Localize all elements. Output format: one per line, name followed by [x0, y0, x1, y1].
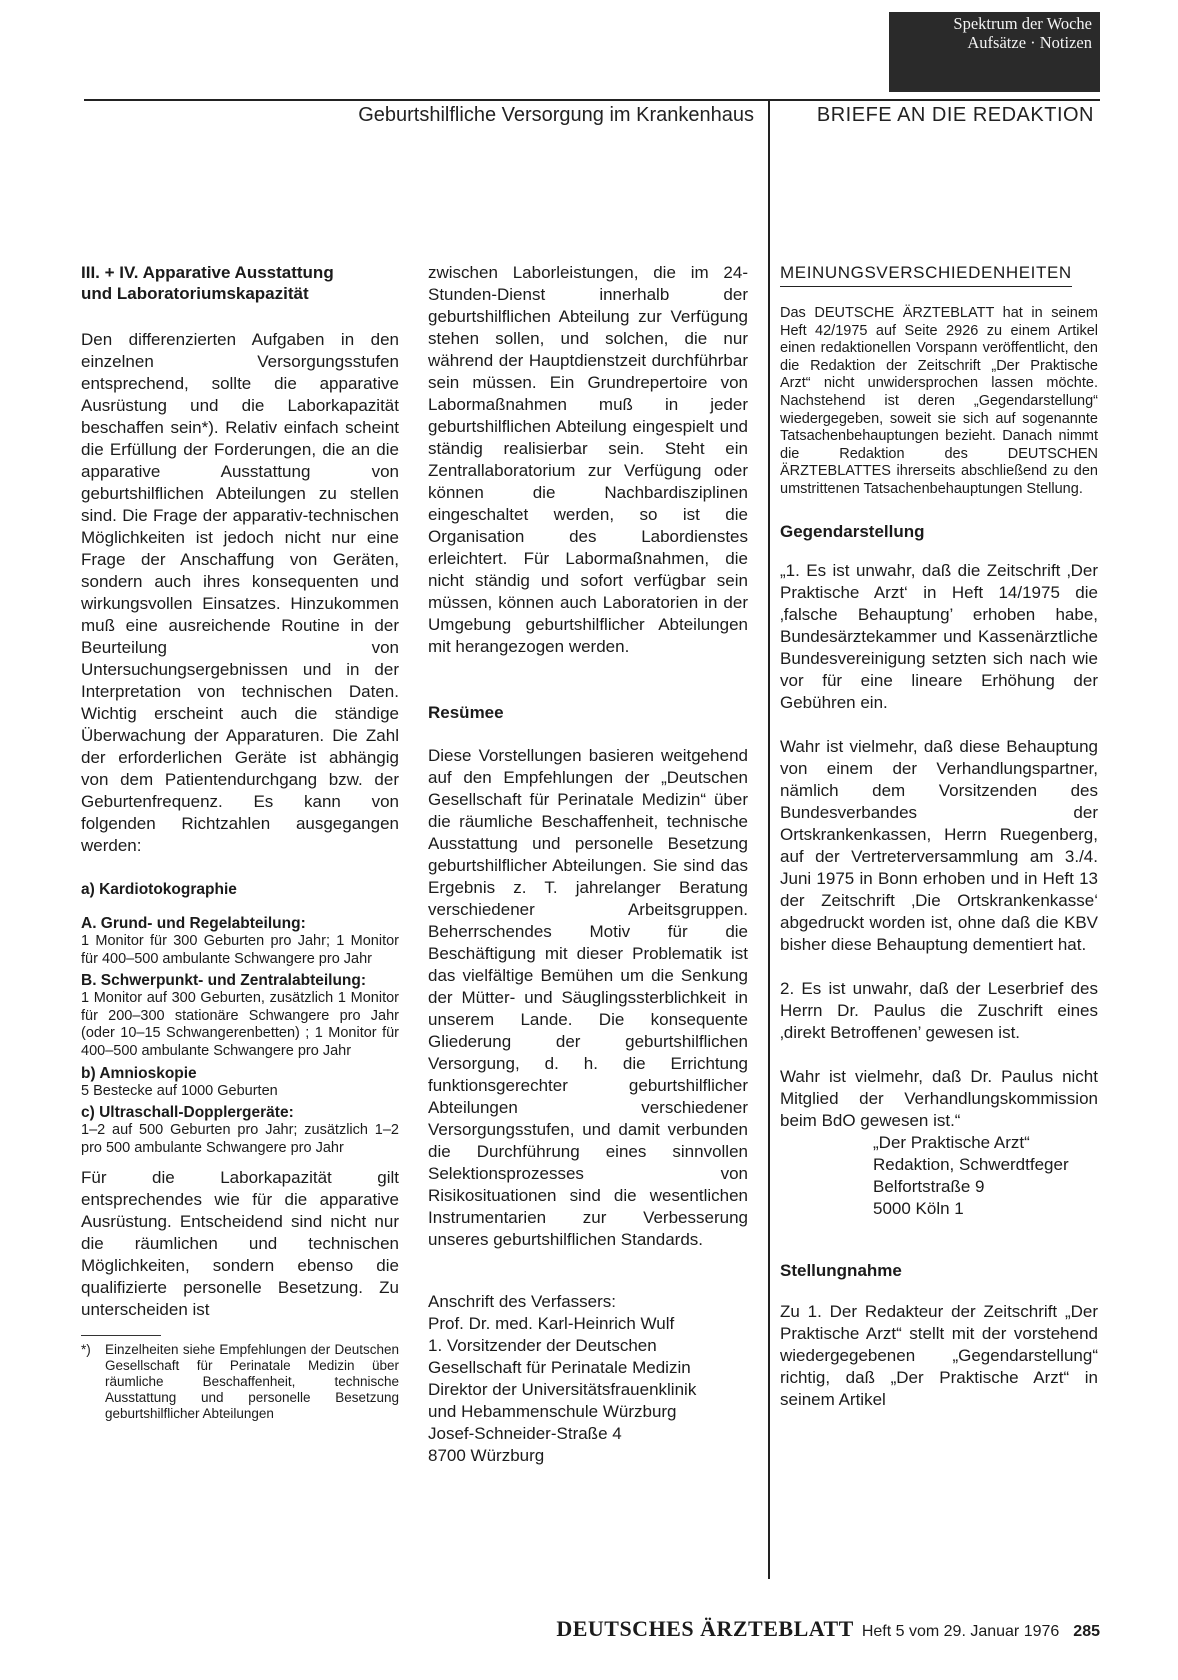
gegendarstellung-reply-2: Wahr ist vielmehr, daß Dr. Paulus nicht Mitglied der Verhandlungskommission beim BdO gewesen ist.“	[780, 1066, 1098, 1130]
footer-masthead: DEUTSCHES ÄRZTEBLATT	[556, 1616, 854, 1641]
address-line: und Hebammenschule Würzburg	[428, 1402, 677, 1421]
gegendarstellung-point-1: „1. Es ist unwahr, daß die Zeitschrift ‚Der Praktische Arzt‘ in Heft 14/1975 die ‚falsche Behauptung’ erhoben habe, Bundesärztekammer und Kassenärztliche Bundesvereinigung setzten sich nach wie vor für eine lineare Erhöhung der Gebühren ein.	[780, 560, 1098, 712]
section-heading-line-2: und Laboratoriumskapazität	[81, 284, 309, 303]
column-2	[428, 262, 748, 1467]
column-1	[81, 262, 399, 1422]
address-line: Direktor der Universitätsfrauenklinik	[428, 1380, 697, 1399]
closing-paragraph: Für die Laborkapazität gilt entsprechendes wie für die apparative Ausrüstung. Entscheidend sind nicht nur die räumlichen und technischen Möglichkeiten, sondern ebenso die qualifizierte personelle Besetzung. Zu unterscheiden ist	[81, 1168, 399, 1320]
address-line: Prof. Dr. med. Karl-Heinrich Wulf	[428, 1314, 675, 1333]
editorial-intro: Das DEUTSCHE ÄRZTEBLATT hat in seinem Heft 42/1975 auf Seite 2926 zu einem Artikel einen redaktionellen Vorspann veröffentlicht, den die Redaktion der Zeitschrift „Der Praktische Arzt“ nicht unwidersprochen lassen möchte. Nachstehend ist deren „Gegendarstellung“ wiedergegeben, soweit sie sich auf sogenannte Tatsachenbehauptungen bezieht. Danach nimmt die Redaktion des DEUTSCHEN ÄRZTEBLATTES ihrerseits abschließend zu den umstrittenen Tatsachenbehauptungen Stellung.	[780, 305, 1098, 497]
page-footer	[84, 1616, 1100, 1642]
footnote-rule	[81, 1335, 161, 1336]
text-ultraschall: 1–2 auf 500 Geburten pro Jahr; zusätzlich 1–2 pro 500 ambulante Schwangere pro Jahr	[81, 1122, 399, 1156]
continued-paragraph: zwischen Laborleistungen, die im 24-Stunden-Dienst innerhalb der geburtshilflichen Abteilung zur Verfügung stehen sollen, und solchen, die nur während der Hauptdienstzeit durchführbar sein müssen. Ein Grundrepertoire von Labormaßnahmen muß in jeder geburtshilflichen Abteilung eingespielt und ständig realisierbar sein. Steht ein Zentrallaboratorium zur Verfügung oder können die Nachbardisziplinen eingeschaltet werden, so ist die Organisation des Labordienstes erleichtert. Für Labormaßnahmen, die nicht ständig und sofort verfügbar sein müssen, können auch Laboratorien in der Umgebung geburtshilflicher Abteilungen mit herangezogen werden.	[428, 263, 748, 656]
section-running-title: BRIEFE AN DIE REDAKTION	[816, 104, 1094, 126]
signature-line: „Der Praktische Arzt“	[873, 1132, 1030, 1152]
kicker-title: MEINUNGSVERSCHIEDENHEITEN	[780, 262, 1072, 287]
text-schwerpunkt: 1 Monitor auf 300 Geburten, zusätzlich 1 Monitor für 200–300 stationäre Schwangere pro Jahr (oder 10–15 Schwangerenbetten) ; 1 Monitor für 400–500 ambulante Schwangere pro Jahr	[81, 990, 399, 1059]
resume-heading: Resümee	[428, 703, 504, 722]
page-number: 285	[1073, 1623, 1100, 1640]
subheading-amnioskopie: b) Amnioskopie	[81, 1064, 197, 1082]
header-rule	[84, 99, 1100, 101]
footnote	[81, 1342, 399, 1422]
gegendarstellung-reply-1: Wahr ist vielmehr, daß diese Behauptung von einem der Verhandlungspartner, nämlich dem Vorsitzenden des Bundesverbandes der Ortskrankenkassen, Herrn Ruegenberg, auf der Vertreterversammlung am 3./4. Juni 1975 in Bonn erhoben und in Heft 13 der Zeitschrift ‚Die Ortskrankenkasse‘ abgedruckt worden ist, ohne daß die KBV bisher diese Behauptung dementiert hat.	[780, 736, 1098, 954]
signature-block	[780, 1132, 1098, 1220]
signature-line: 5000 Köln 1	[873, 1198, 964, 1218]
badge-line-1: Spektrum der Woche	[953, 14, 1092, 33]
column-divider	[768, 99, 770, 1579]
address-line: Anschrift des Verfassers:	[428, 1292, 617, 1311]
column-3	[780, 262, 1098, 1411]
article-running-title: Geburtshilfliche Versorgung im Krankenhaus	[358, 104, 754, 126]
gegendarstellung-heading: Gegendarstellung	[780, 521, 925, 541]
intro-paragraph: Den differenzierten Aufgaben in den einzelnen Versorgungsstufen entsprechend, sollte die apparative Ausrüstung und die Laborkapazität beschaffen sein*). Relativ einfach scheint die Erfüllung der Forderungen, die an die apparative Ausstattung von geburtshilflichen Abteilungen zu stellen sind. Die Frage der apparativ-technischen Möglichkeiten ist jedoch nicht nur eine Frage der Anschaffung von Geräten, sondern auch ihres konsequenten und wirkungsvollen Einsatzes. Hinzukommen muß eine ausreichende Routine in der Beurteilung von Untersuchungsergebnissen und in der Interpretation von technischen Daten. Wichtig erscheint auch die ständige Überwachung der Apparaturen. Die Zahl der erforderlichen Geräte ist abhängig von dem Patientendurchgang bzw. der Geburtenfrequenz. Es kann von folgenden Richtzahlen ausgegangen werden:	[81, 330, 399, 855]
signature-line: Redaktion, Schwerdtfeger	[873, 1154, 1069, 1174]
signature-line: Belfortstraße 9	[873, 1176, 985, 1196]
stellungnahme-heading: Stellungnahme	[780, 1260, 902, 1280]
subheading-kardiotokographie: a) Kardiotokographie	[81, 881, 237, 898]
subheading-schwerpunkt: B. Schwerpunkt- und Zentralabteilung:	[81, 972, 367, 990]
footnote-text: Einzelheiten siehe Empfehlungen der Deutschen Gesellschaft für Perinatale Medizin über räumliche Beschaffenheit, technische Ausstattung und personelle Besetzung geburtshilflicher Abteilungen	[105, 1342, 399, 1422]
footer-issue: Heft 5 vom 29. Januar 1976	[861, 1623, 1060, 1640]
text-amnioskopie: 5 Bestecke auf 1000 Geburten	[81, 1082, 278, 1099]
address-line: 8700 Würzburg	[428, 1446, 545, 1465]
author-address	[428, 1291, 748, 1467]
subheading-ultraschall: c) Ultraschall-Dopplergeräte:	[81, 1104, 294, 1122]
footnote-mark: *)	[81, 1342, 91, 1358]
subheading-grund-regel: A. Grund- und Regelabteilung:	[81, 915, 306, 932]
section-heading-line-1: III. + IV. Apparative Ausstattung	[81, 263, 334, 282]
address-line: 1. Vorsitzender der Deutschen	[428, 1336, 657, 1355]
gegendarstellung-point-2: 2. Es ist unwahr, daß der Leserbrief des Herrn Dr. Paulus die Zuschrift eines ‚direkt Betroffenen’ gewesen ist.	[780, 978, 1098, 1042]
resume-paragraph: Diese Vorstellungen basieren weitgehend auf den Empfehlungen der „Deutschen Gesellschaft für Perinatale Medizin“ über die räumliche Beschaffenheit, technische Ausstattung und personelle Besetzung geburtshilflicher Abteilungen. Sie sind das Ergebnis z. T. jahrelanger Beratung verschiedener Arbeitsgruppen. Beherrschendes Motiv für die Beschäftigung mit dieser Problematik ist das vielfältige Bemühen um die Senkung der Mütter- und Säuglingssterblichkeit in unserem Lande. Die konsequente Gliederung der geburtshilflichen Versorgung, d. h. die Errichtung funktionsgerechter geburtshilflicher Abteilungen verschiedener Versorgungsstufen, und damit verbunden die Durchführung eines sinnvollen Selektionsprozesses von Risikosituationen sind die wesentlichen Instrumentarien zur Verbesserung unseres geburtshilflichen Standards.	[428, 746, 748, 1249]
text-grund-regel: 1 Monitor für 300 Geburten pro Jahr; 1 Monitor für 400–500 ambulante Schwangere pro Jahr	[81, 933, 399, 967]
section-badge	[889, 12, 1100, 92]
address-line: Josef-Schneider-Straße 4	[428, 1424, 622, 1443]
stellungnahme-paragraph: Zu 1. Der Redakteur der Zeitschrift „Der Praktische Arzt“ stellt mit der vorstehend wiedergegebenen „Gegendarstellung“ richtig, daß „Der Praktische Arzt“ in seinem Artikel	[780, 1301, 1098, 1409]
badge-line-2: Aufsätze · Notizen	[967, 33, 1092, 52]
address-line: Gesellschaft für Perinatale Medizin	[428, 1358, 691, 1377]
